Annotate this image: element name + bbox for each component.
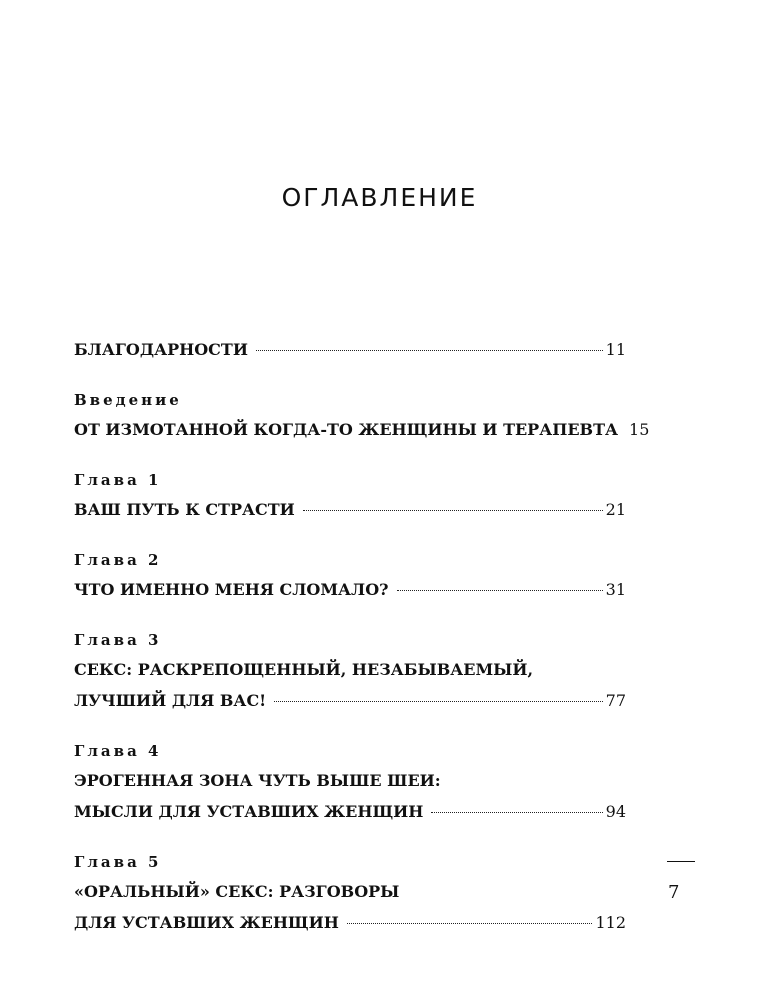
- page-title: ОГЛАВЛЕНИЕ: [281, 182, 478, 212]
- chapter-label: Глава 2: [74, 551, 162, 569]
- entry-title: ВАШ ПУТЬ К СТРАСТИ: [74, 500, 295, 519]
- entry-row: [74, 796, 626, 827]
- dot-leader: [274, 700, 602, 702]
- entry-page-number: 112: [595, 913, 626, 932]
- entry-title: ЛУЧШИЙ ДЛЯ ВАС!: [74, 691, 267, 710]
- entry-row: [74, 494, 626, 525]
- entry-title: ОТ ИЗМОТАННОЙ КОГДА-ТО ЖЕНЩИНЫ И ТЕРАПЕВТА: [74, 420, 619, 439]
- entry-page-number: 31: [605, 580, 626, 599]
- toc-entry[interactable]: [74, 849, 626, 938]
- toc-entry[interactable]: [74, 334, 626, 365]
- entry-row: [74, 414, 650, 445]
- entry-page-number: 15: [629, 420, 650, 439]
- chapter-label: Глава 4: [74, 742, 162, 760]
- toc-entry[interactable]: [74, 467, 626, 525]
- entry-title-line: «ОРАЛЬНЫЙ» СЕКС: РАЗГОВОРЫ: [74, 882, 400, 901]
- entry-title: ЧТО ИМЕННО МЕНЯ СЛОМАЛО?: [74, 580, 389, 599]
- dot-leader: [431, 811, 602, 813]
- chapter-label: Введение: [74, 391, 182, 409]
- entry-title-line: СЕКС: РАСКРЕПОЩЕННЫЙ, НЕЗАБЫВАЕМЫЙ,: [74, 660, 534, 679]
- dot-leader: [303, 509, 603, 511]
- entry-page-number: 94: [605, 802, 626, 821]
- entry-row: [74, 574, 626, 605]
- entry-page-number: 21: [605, 500, 626, 519]
- footer-rule: [667, 861, 695, 862]
- entry-title: ДЛЯ УСТАВШИХ ЖЕНЩИН: [74, 913, 339, 932]
- entry-row: [74, 685, 626, 716]
- toc-entry[interactable]: [74, 547, 626, 605]
- toc-entry[interactable]: [74, 627, 626, 716]
- page-number: 7: [668, 882, 680, 903]
- entry-title: МЫСЛИ ДЛЯ УСТАВШИХ ЖЕНЩИН: [74, 802, 424, 821]
- dot-leader: [397, 589, 603, 591]
- table-of-contents: [74, 334, 650, 938]
- chapter-label: Глава 1: [74, 471, 162, 489]
- entry-page-number: 77: [605, 691, 626, 710]
- entry-row: [74, 334, 626, 365]
- dot-leader: [347, 922, 593, 924]
- toc-entry[interactable]: [74, 738, 626, 827]
- dot-leader: [256, 349, 603, 351]
- entry-row: [74, 907, 626, 938]
- chapter-label: Глава 3: [74, 631, 162, 649]
- entry-title: БЛАГОДАРНОСТИ: [74, 340, 248, 359]
- chapter-label: Глава 5: [74, 853, 162, 871]
- entry-page-number: 11: [605, 340, 626, 359]
- entry-title-line: ЭРОГЕННАЯ ЗОНА ЧУТЬ ВЫШЕ ШЕИ:: [74, 771, 441, 790]
- toc-entry[interactable]: [74, 387, 650, 445]
